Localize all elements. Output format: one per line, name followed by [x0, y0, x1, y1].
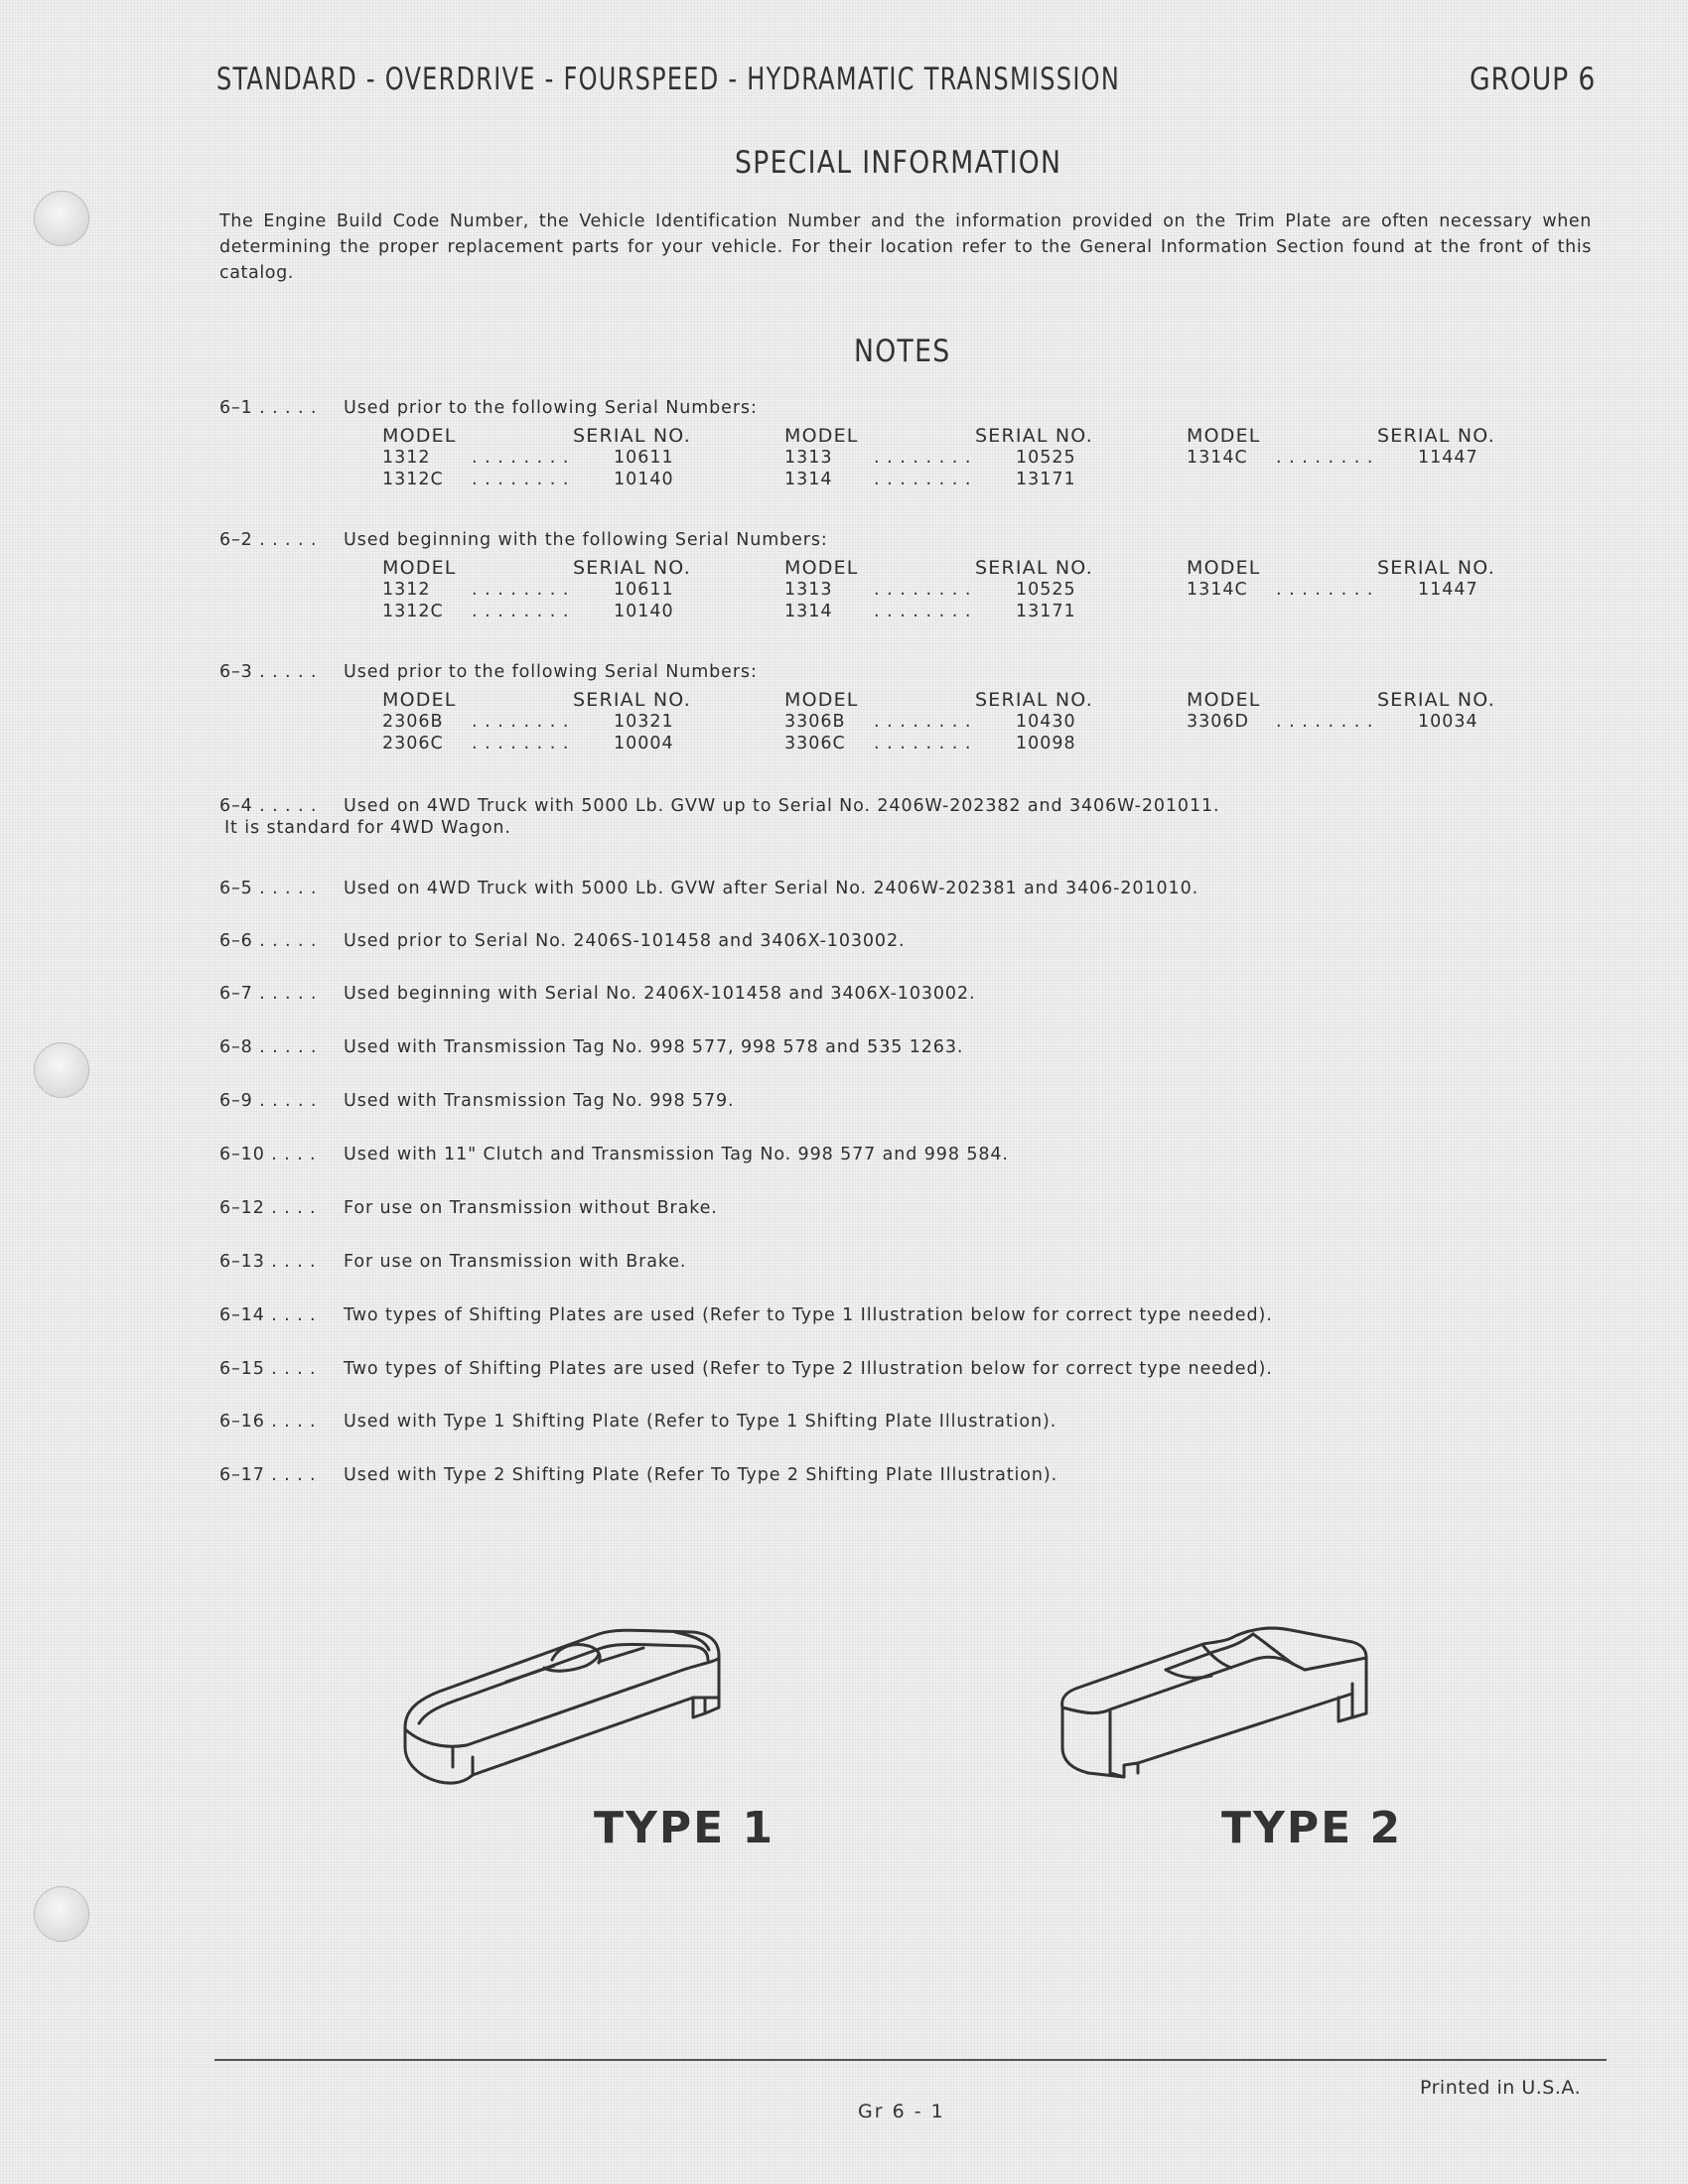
model-cell: 1312C	[382, 470, 444, 489]
notes-title: NOTES	[854, 334, 951, 369]
note-text: Used on 4WD Truck with 5000 Lb. GVW up to Serial No. 2406W-202382 and 3406W-201011.	[344, 796, 1220, 816]
note-6-14	[219, 1304, 1273, 1326]
model-cell: 3306D	[1187, 712, 1250, 732]
serial-cell: 11447	[1418, 448, 1478, 468]
note-6-17	[219, 1464, 1057, 1486]
note-text: Used prior to Serial No. 2406S-101458 and 3406X-103002.	[344, 931, 906, 951]
note-number: 6–10 . . . .	[219, 1145, 317, 1164]
leader-dots: . . . . . . . .	[1276, 580, 1374, 600]
note-number: 6–9 . . . . .	[219, 1091, 318, 1111]
column-header-model: MODEL	[784, 425, 859, 447]
note-number: 6–15 . . . .	[219, 1359, 317, 1379]
column-header-model: MODEL	[382, 689, 457, 711]
leader-dots: . . . . . . . .	[1276, 448, 1374, 468]
serial-cell: 10140	[614, 602, 674, 621]
column-header-model: MODEL	[784, 689, 859, 711]
note-text: Used prior to the following Serial Numbers:	[344, 398, 758, 418]
type-2-label: TYPE 2	[1221, 1803, 1403, 1853]
column-header-serial: SERIAL NO.	[573, 557, 691, 579]
model-cell: 1313	[784, 580, 833, 600]
model-cell: 1312C	[382, 602, 444, 621]
serial-cell: 10140	[614, 470, 674, 489]
special-information-title: SPECIAL INFORMATION	[735, 145, 1062, 181]
model-cell: 1314C	[1187, 580, 1248, 600]
note-text: Used beginning with Serial No. 2406X-101458 and 3406X-103002.	[344, 984, 976, 1004]
note-number: 6–8 . . . . .	[219, 1037, 318, 1057]
note-continuation: It is standard for 4WD Wagon.	[224, 818, 511, 838]
note-text: Used on 4WD Truck with 5000 Lb. GVW after Serial No. 2406W-202381 and 3406-201010.	[344, 879, 1199, 898]
serial-cell: 10611	[614, 448, 674, 468]
note-number: 6–13 . . . .	[219, 1252, 317, 1272]
binder-hole	[34, 1042, 89, 1098]
serial-cell: 10098	[1016, 734, 1076, 753]
leader-dots: . . . . . . . .	[874, 448, 972, 468]
note-6-9	[219, 1090, 735, 1112]
note-number: 6–5 . . . . .	[219, 879, 318, 898]
note-number: 6–3 . . . . .	[219, 662, 318, 682]
serial-cell: 13171	[1016, 470, 1076, 489]
model-cell: 1314C	[1187, 448, 1248, 468]
page-number: Gr 6 - 1	[858, 2101, 945, 2122]
note-6-8	[219, 1036, 963, 1058]
serial-cell: 10004	[614, 734, 674, 753]
model-cell: 2306B	[382, 712, 444, 732]
serial-cell: 10525	[1016, 580, 1076, 600]
leader-dots: . . . . . . . .	[472, 734, 570, 753]
special-information-text: The Engine Build Code Number, the Vehicle Identification Number and the information provided on the Trim Plate are often necessary when determining the proper replacement parts for your vehicle. For their location refer to the General Information Section found at the front of this catalog.	[219, 211, 1592, 283]
note-text: Used with Type 2 Shifting Plate (Refer To Type 2 Shifting Plate Illustration).	[344, 1465, 1058, 1485]
type-1-label: TYPE 1	[594, 1803, 775, 1853]
note-6-13	[219, 1251, 686, 1273]
model-cell: 1312	[382, 580, 431, 600]
note-6-1	[219, 397, 758, 419]
column-header-model: MODEL	[382, 557, 457, 579]
leader-dots: . . . . . . . .	[874, 580, 972, 600]
note-6-3	[219, 661, 758, 683]
column-header-serial: SERIAL NO.	[975, 689, 1093, 711]
note-6-15	[219, 1358, 1273, 1380]
leader-dots: . . . . . . . .	[874, 734, 972, 753]
page-header-group: GROUP 6	[1470, 62, 1597, 97]
column-header-serial: SERIAL NO.	[1377, 689, 1495, 711]
note-text: Used with 11" Clutch and Transmission Tag No. 998 577 and 998 584.	[344, 1145, 1009, 1164]
column-header-serial: SERIAL NO.	[573, 689, 691, 711]
note-text: Two types of Shifting Plates are used (Refer to Type 1 Illustration below for correct type needed).	[344, 1305, 1273, 1325]
note-6-12	[219, 1197, 718, 1219]
model-cell: 1313	[784, 448, 833, 468]
leader-dots: . . . . . . . .	[874, 712, 972, 732]
note-6-4	[219, 795, 1220, 839]
binder-hole	[34, 1886, 89, 1942]
model-cell: 1314	[784, 602, 833, 621]
note-text: For use on Transmission with Brake.	[344, 1252, 687, 1272]
model-cell: 2306C	[382, 734, 444, 753]
note-text: Used with Type 1 Shifting Plate (Refer to Type 1 Shifting Plate Illustration).	[344, 1412, 1057, 1432]
column-header-model: MODEL	[1187, 689, 1261, 711]
leader-dots: . . . . . . . .	[472, 602, 570, 621]
column-header-serial: SERIAL NO.	[1377, 557, 1495, 579]
note-6-5	[219, 878, 1198, 899]
note-6-16	[219, 1411, 1056, 1433]
printed-in-label: Printed in U.S.A.	[1420, 2077, 1582, 2099]
note-number: 6–7 . . . . .	[219, 984, 318, 1004]
column-header-model: MODEL	[382, 425, 457, 447]
column-header-model: MODEL	[1187, 557, 1261, 579]
serial-cell: 10525	[1016, 448, 1076, 468]
column-header-serial: SERIAL NO.	[975, 557, 1093, 579]
column-header-model: MODEL	[784, 557, 859, 579]
note-number: 6–16 . . . .	[219, 1412, 317, 1432]
note-number: 6–14 . . . .	[219, 1305, 317, 1325]
note-number: 6–4 . . . . .	[219, 796, 318, 816]
note-number: 6–2 . . . . .	[219, 530, 318, 550]
leader-dots: . . . . . . . .	[472, 470, 570, 489]
type-1-shifting-plate-illustration	[395, 1618, 733, 1792]
note-text: Used beginning with the following Serial Numbers:	[344, 530, 828, 550]
note-text: Used prior to the following Serial Numbers:	[344, 662, 758, 682]
column-header-serial: SERIAL NO.	[1377, 425, 1495, 447]
column-header-serial: SERIAL NO.	[975, 425, 1093, 447]
note-6-2	[219, 529, 828, 551]
note-text: Used with Transmission Tag No. 998 579.	[344, 1091, 735, 1111]
leader-dots: . . . . . . . .	[1276, 712, 1374, 732]
note-6-7	[219, 983, 975, 1005]
leader-dots: . . . . . . . .	[472, 580, 570, 600]
model-cell: 3306C	[784, 734, 846, 753]
serial-cell: 10034	[1418, 712, 1478, 732]
note-number: 6–6 . . . . .	[219, 931, 318, 951]
note-6-10	[219, 1144, 1009, 1165]
note-text: Two types of Shifting Plates are used (Refer to Type 2 Illustration below for correct type needed).	[344, 1359, 1273, 1379]
column-header-serial: SERIAL NO.	[573, 425, 691, 447]
note-number: 6–1 . . . . .	[219, 398, 318, 418]
leader-dots: . . . . . . . .	[874, 470, 972, 489]
note-text: Used with Transmission Tag No. 998 577, 998 578 and 535 1263.	[344, 1037, 964, 1057]
column-header-model: MODEL	[1187, 425, 1261, 447]
serial-cell: 11447	[1418, 580, 1478, 600]
serial-cell: 13171	[1016, 602, 1076, 621]
leader-dots: . . . . . . . .	[874, 602, 972, 621]
type-2-shifting-plate-illustration	[1055, 1598, 1372, 1797]
footer-divider	[214, 2059, 1607, 2061]
note-6-6	[219, 930, 905, 952]
serial-cell: 10321	[614, 712, 674, 732]
serial-cell: 10611	[614, 580, 674, 600]
serial-cell: 10430	[1016, 712, 1076, 732]
model-cell: 3306B	[784, 712, 846, 732]
model-cell: 1312	[382, 448, 431, 468]
model-cell: 1314	[784, 470, 833, 489]
leader-dots: . . . . . . . .	[472, 712, 570, 732]
note-number: 6–12 . . . .	[219, 1198, 317, 1218]
binder-hole	[34, 191, 89, 246]
leader-dots: . . . . . . . .	[472, 448, 570, 468]
note-text: For use on Transmission without Brake.	[344, 1198, 718, 1218]
note-number: 6–17 . . . .	[219, 1465, 317, 1485]
page-header-title: STANDARD - OVERDRIVE - FOURSPEED - HYDRAMATIC TRANSMISSION	[216, 62, 1121, 97]
